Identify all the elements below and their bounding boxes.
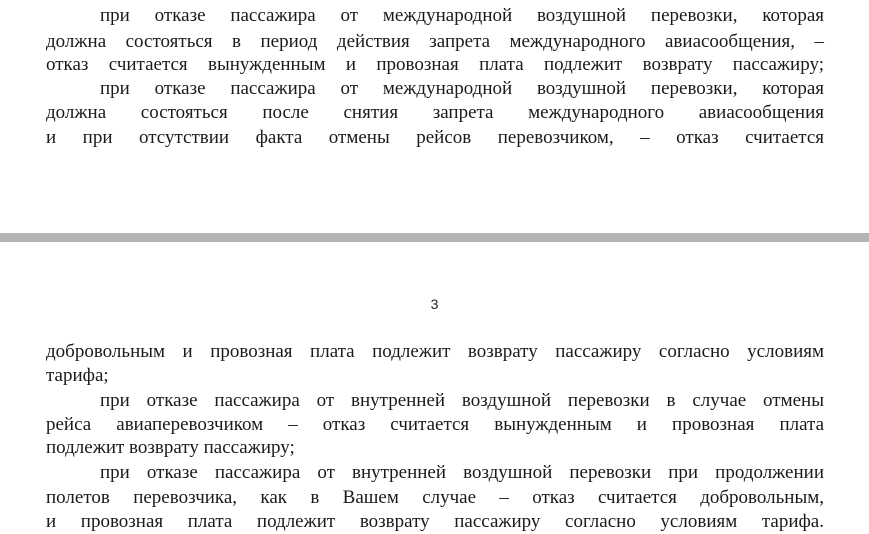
document-page-top [0,0,869,233]
text-line: полетов перевозчика, как в Вашем случае – отказ считается добровольным, [46,487,824,508]
text-line: рейса авиаперевозчиком – отказ считается вынужденным и провозная плата [46,414,824,435]
text-line: добровольным и провозная плата подлежит возврату пассажиру согласно условиям [46,341,824,362]
text-line: при отказе пассажира от внутренней воздушной перевозки в случае отмены [100,390,824,411]
text-line: при отказе пассажира от международной воздушной перевозки, которая [100,78,824,99]
text-line: и провозная плата подлежит возврату пассажиру согласно условиям тарифа. [46,511,824,532]
page-separator [0,233,869,242]
text-line: тарифа; [46,365,109,386]
text-line: должна состояться в период действия запрета международного авиасообщения, – [46,31,824,52]
text-line: должна состояться после снятия запрета международного авиасообщения [46,102,824,123]
text-line: и при отсутствии факта отмены рейсов перевозчиком, – отказ считается [46,127,824,148]
text-line: подлежит возврату пассажиру; [46,437,295,458]
text-line: отказ считается вынужденным и провозная плата подлежит возврату пассажиру; [46,54,824,75]
text-line: при отказе пассажира от международной воздушной перевозки, которая [100,5,824,26]
page-number: 3 [430,296,439,312]
text-line: при отказе пассажира от внутренней воздушной перевозки при продолжении [100,462,824,483]
